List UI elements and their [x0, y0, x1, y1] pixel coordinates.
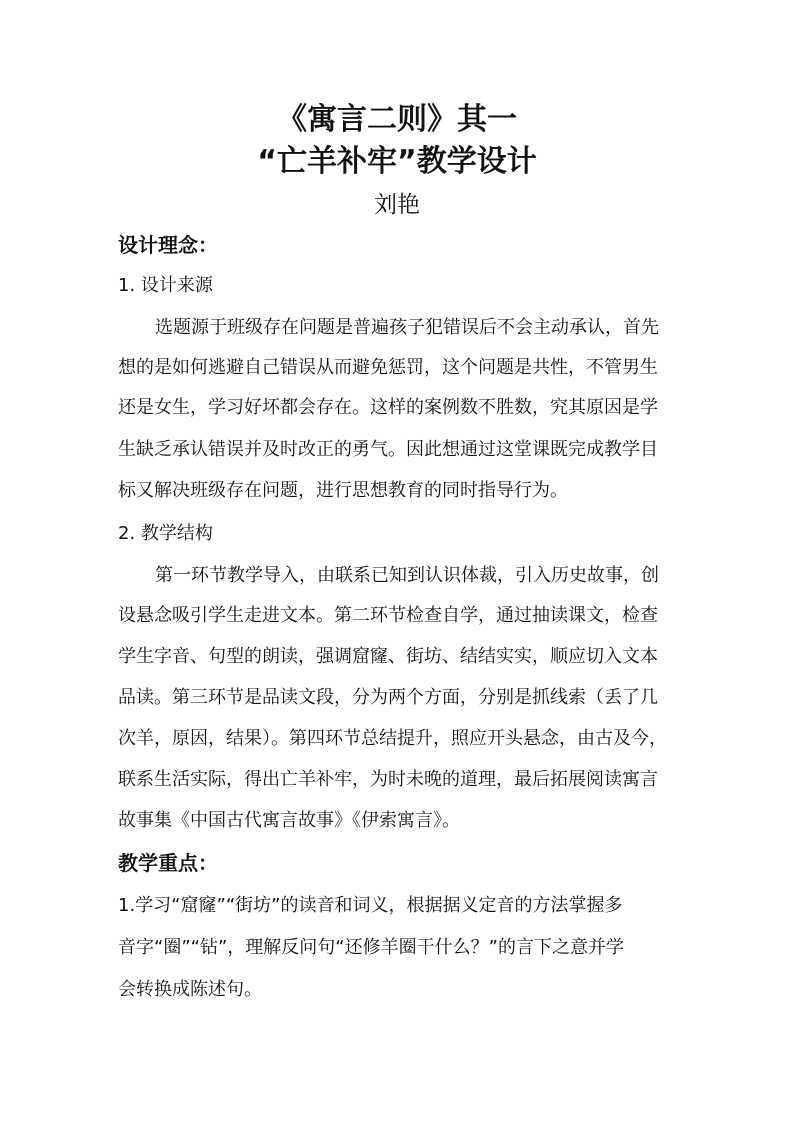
- paragraph-line: 品读。第三环节是品读文段，分为两个方面，分别是抓线索（丢了几: [118, 687, 658, 708]
- paragraph-line: 1.学习“窟窿”“街坊”的读音和词义，根据据义定音的方法掌握多: [118, 895, 623, 916]
- paragraph-line: 次羊，原因，结果）。第四环节总结提升，照应开头悬念，由古及今，: [118, 728, 667, 749]
- subheading-teaching-structure: 2. 教学结构: [118, 523, 213, 544]
- paragraph-line: 第一环节教学导入，由联系已知到认识体裁，引入历史故事，创: [155, 565, 659, 586]
- section-heading-design-concept: 设计理念：: [118, 233, 218, 257]
- paragraph-line: 学生字音、句型的朗读，强调窟窿、街坊、结结实实，顺应切入文本: [118, 646, 658, 667]
- paragraph-line: 生缺乏承认错误并及时改正的勇气。因此想通过这堂课既完成教学目: [118, 439, 658, 460]
- paragraph-line: 标又解决班级存在问题，进行思想教育的同时指导行为。: [118, 480, 568, 501]
- section-heading-teaching-focus: 教学重点：: [118, 851, 218, 875]
- paragraph-line: 选题源于班级存在问题是普遍孩子犯错误后不会主动承认，首先: [155, 317, 659, 338]
- subheading-design-source: 1. 设计来源: [118, 275, 213, 296]
- paragraph-line: 故事集《中国古代寓言故事》《伊索寓言》。: [118, 810, 460, 831]
- paragraph-line: 联系生活实际，得出亡羊补牢，为时未晚的道理，最后拓展阅读寓言: [118, 769, 658, 790]
- paragraph-line: 还是女生，学习好坏都会存在。这样的案例数不胜数，究其原因是学: [118, 397, 658, 418]
- document-title-line-2: “亡羊补牢”教学设计: [257, 144, 537, 179]
- paragraph-line: 设悬念吸引学生走进文本。第二环节检查自学，通过抽读课文，检查: [118, 605, 658, 626]
- paragraph-line: 会转换成陈述句。: [118, 979, 262, 1000]
- paragraph-line: 音字“圈”“钻”，理解反问句“还修羊圈干什么？”的言下之意并学: [118, 937, 624, 958]
- document-title-line-1: 《寓言二则》其一: [277, 102, 517, 137]
- author-name: 刘艳: [374, 192, 420, 218]
- paragraph-line: 想的是如何逃避自己错误从而避免惩罚，这个问题是共性，不管男生: [118, 357, 658, 378]
